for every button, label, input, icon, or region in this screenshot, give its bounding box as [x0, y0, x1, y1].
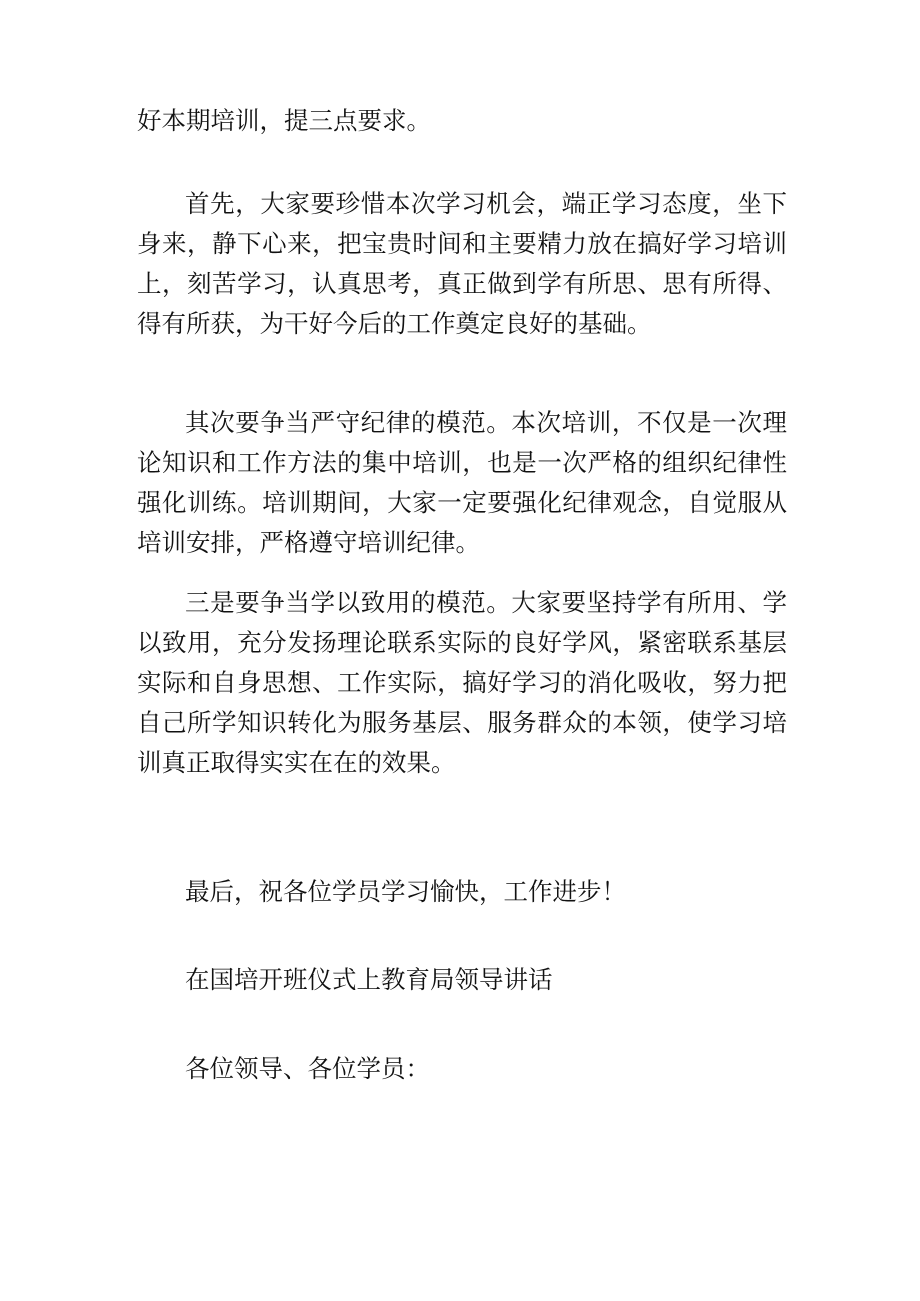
- speech-title: 在国培开班仪式上教育局领导讲话: [185, 965, 553, 994]
- paragraph-closing-wish: 最后，祝各位学员学习愉快，工作进步！: [185, 877, 626, 906]
- paragraph-second-requirement: 其次要争当严守纪律的模范。本次培训，不仅是一次理论知识和工作方法的集中培训，也是一次严格的组织纪律性强化训练。培训期间，大家一定要强化纪律观念，自觉服从培训安排，严格遵守培训纪律。: [137, 408, 787, 557]
- paragraph-continuation: 好本期培训，提三点要求。: [137, 106, 431, 135]
- paragraph-third-requirement: 三是要争当学以致用的模范。大家要坚持学有所用、学以致用，充分发扬理论联系实际的良好学风，紧密联系基层实际和自身思想、工作实际，搞好学习的消化吸收，努力把自己所学知识转化为服务基层、服务群众的本领，使学习培训真正取得实实在在的效果。: [137, 588, 787, 777]
- paragraph-first-requirement: 首先，大家要珍惜本次学习机会，端正学习态度，坐下身来，静下心来，把宝贵时间和主要精力放在搞好学习培训上，刻苦学习，认真思考，真正做到学有所思、思有所得、得有所获，为干好今后的工作奠定良好的基础。: [137, 189, 787, 338]
- salutation: 各位领导、各位学员：: [185, 1054, 430, 1083]
